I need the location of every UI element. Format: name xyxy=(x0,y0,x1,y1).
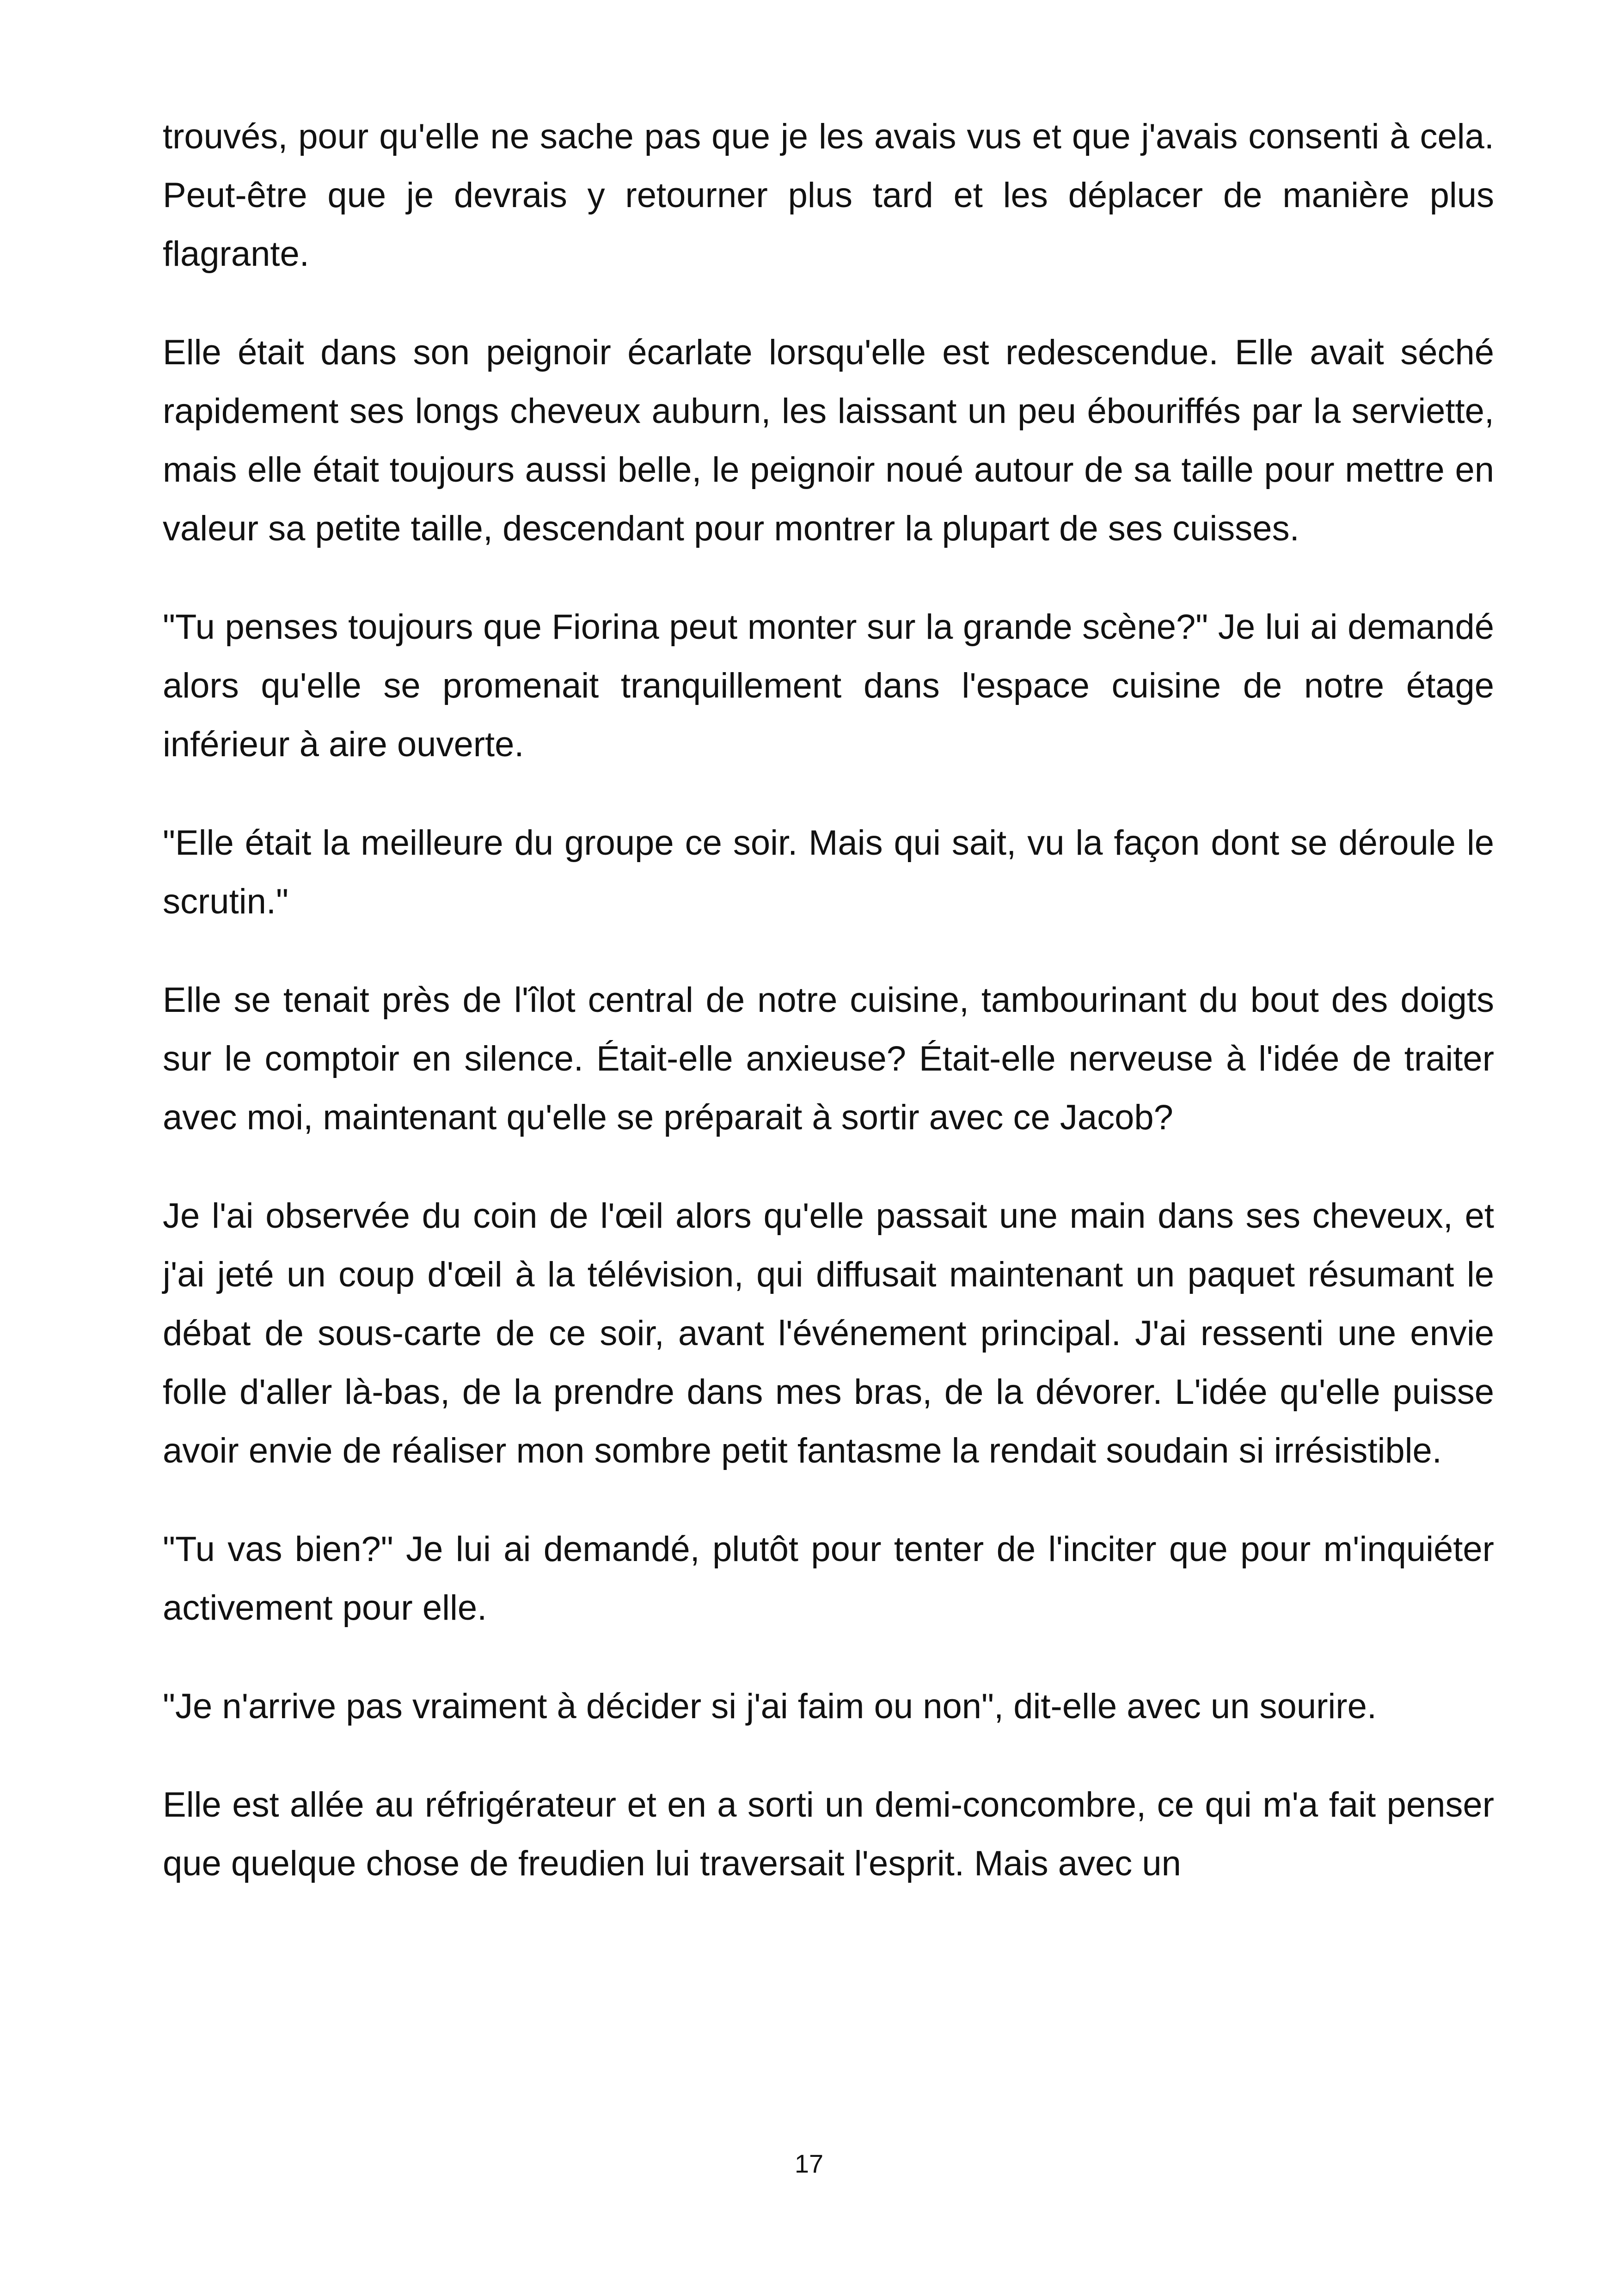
paragraph: "Tu vas bien?" Je lui ai demandé, plutôt pour tenter de l'inciter que pour m'inquiéter activement pour elle. xyxy=(163,1530,1494,1628)
paragraph: trouvés, pour qu'elle ne sache pas que je les avais vus et que j'avais consenti à cela. Peut-être que je devrais y retourner plus tard et les déplacer de manière plus flagrante. xyxy=(163,117,1494,274)
paragraph: "Tu penses toujours que Fiorina peut monter sur la grande scène?" Je lui ai demandé alors qu'elle se promenait tranquillement dans l'espace cuisine de notre étage inférieur à aire ouverte. xyxy=(163,607,1494,764)
paragraph: "Elle était la meilleure du groupe ce soir. Mais qui sait, vu la façon dont se déroule le scrutin." xyxy=(163,823,1494,921)
body-text xyxy=(163,107,1494,1933)
paragraph: Je l'ai observée du coin de l'œil alors qu'elle passait une main dans ses cheveux, et j'ai jeté un coup d'œil à la télévision, qui diffusait maintenant un paquet résumant le débat de sous-carte de ce soir, avant l'événement principal. J'ai ressenti une envie folle d'aller là-bas, de la prendre dans mes bras, de la dévorer. L'idée qu'elle puisse avoir envie de réaliser mon sombre petit fantasme la rendait soudain si irrésistible. xyxy=(163,1196,1494,1470)
paragraph: Elle était dans son peignoir écarlate lorsqu'elle est redescendue. Elle avait séché rapidement ses longs cheveux auburn, les laissant un peu ébouriffés par la serviette, mais elle était toujours aussi belle, le peignoir noué autour de sa taille pour mettre en valeur sa petite taille, descendant pour montrer la plupart de ses cuisses. xyxy=(163,333,1494,548)
paragraph: Elle est allée au réfrigérateur et en a sorti un demi-concombre, ce qui m'a fait penser que quelque chose de freudien lui traversait l'esprit. Mais avec un xyxy=(163,1785,1494,1883)
page-number: 17 xyxy=(794,2149,824,2178)
paragraph: "Je n'arrive pas vraiment à décider si j'ai faim ou non", dit-elle avec un sourire. xyxy=(163,1687,1377,1726)
paragraph: Elle se tenait près de l'îlot central de notre cuisine, tambourinant du bout des doigts sur le comptoir en silence. Était-elle anxieuse? Était-elle nerveuse à l'idée de traiter avec moi, maintenant qu'elle se préparait à sortir avec ce Jacob? xyxy=(163,980,1494,1137)
